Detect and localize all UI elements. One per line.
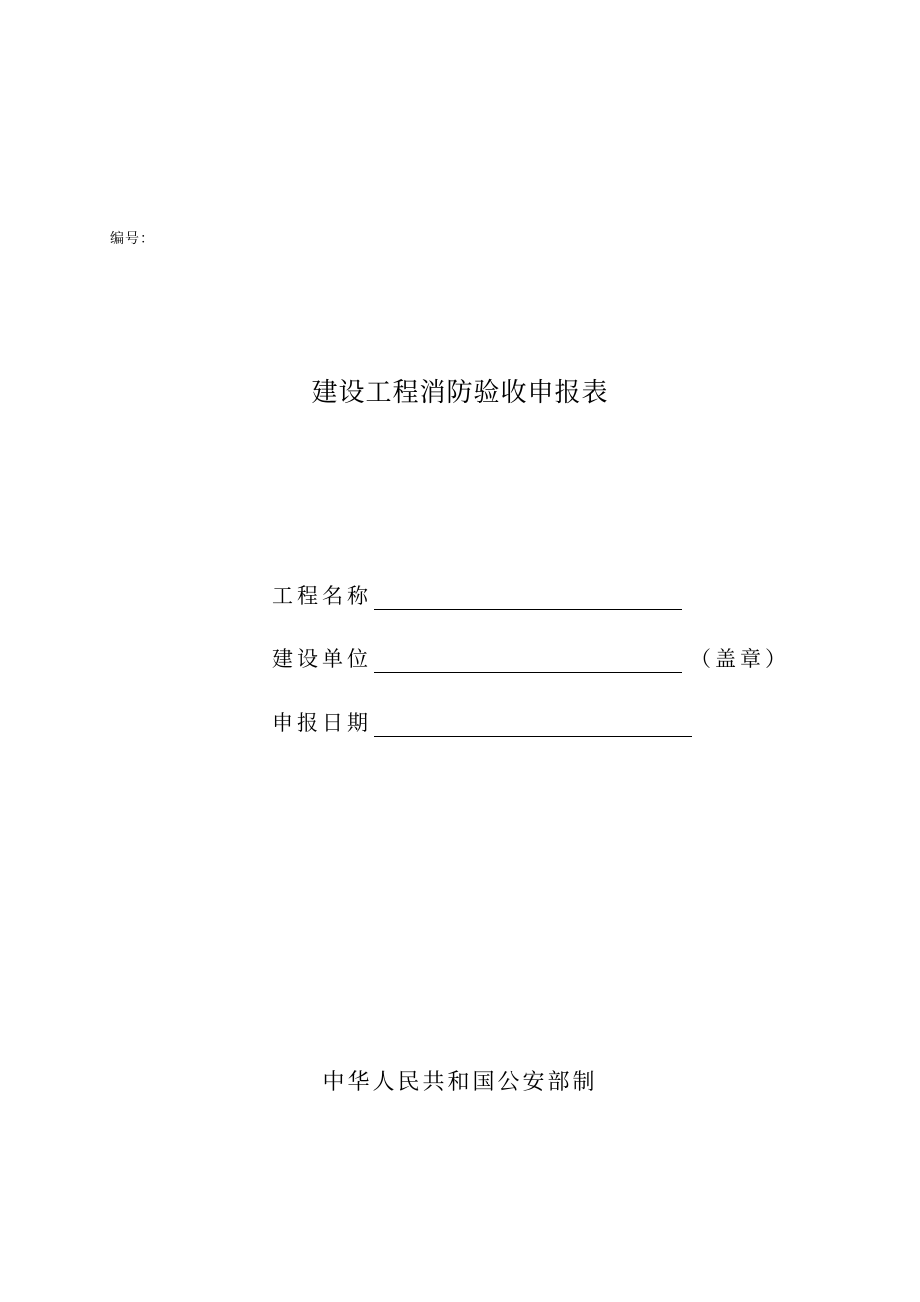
serial-number-label: 编号：	[110, 231, 155, 247]
application-date-field	[272, 707, 692, 737]
construction-unit-field	[272, 643, 790, 673]
application-date-blank-line[interactable]	[374, 712, 692, 737]
document-title: 建设工程消防验收申报表	[311, 378, 609, 408]
seal-note: （盖章）	[690, 647, 790, 671]
construction-unit-label: 建设单位	[272, 647, 372, 671]
project-name-field	[272, 580, 682, 610]
application-date-label: 申报日期	[272, 711, 372, 735]
project-name-label: 工程名称	[272, 584, 372, 608]
issuer-line: 中华人民共和国公安部制	[322, 1070, 598, 1095]
construction-unit-blank-line[interactable]	[374, 648, 682, 673]
project-name-blank-line[interactable]	[374, 585, 682, 610]
